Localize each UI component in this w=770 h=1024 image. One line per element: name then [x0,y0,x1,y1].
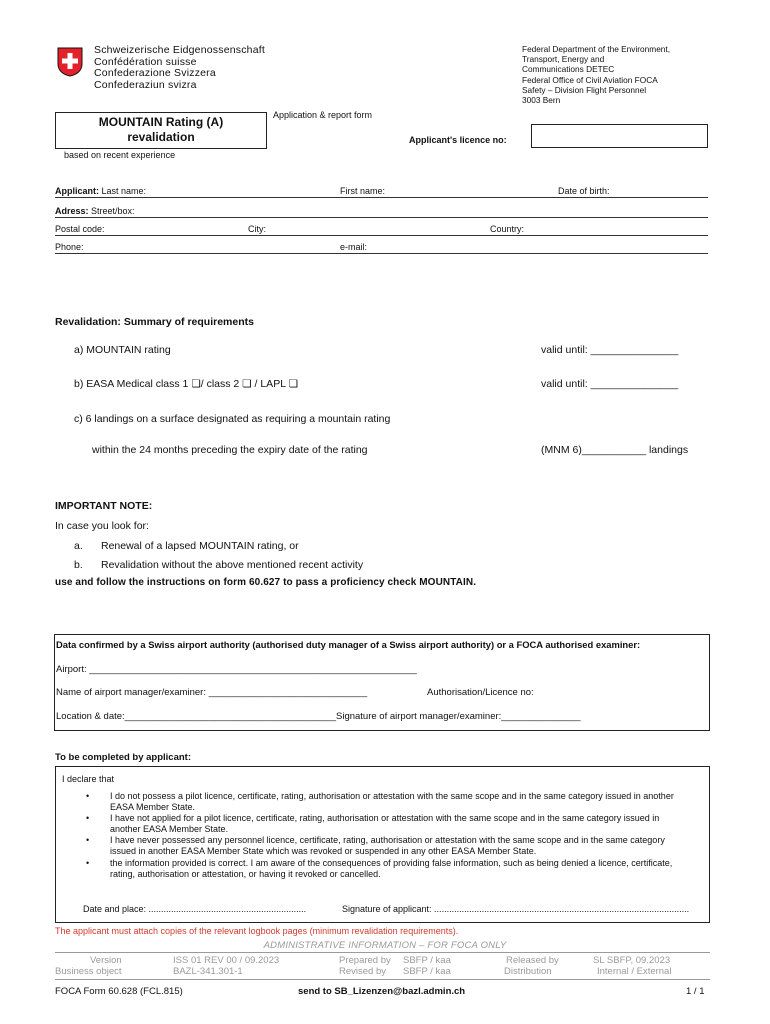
requirement-b-valid-until[interactable]: valid until: _______________ [541,378,679,390]
department-line: Communications DETEC [522,64,615,75]
form-title-box [55,112,267,149]
first-name-label: First name: [340,186,386,196]
authorisation-field[interactable]: Authorisation/Licence no: [427,687,534,698]
checkbox-icon[interactable]: ❏ [288,378,298,390]
confederation-name-rm: Confederaziun svizra [94,78,197,91]
licence-number-label: Applicant's licence no: [409,135,507,145]
note-instruction: use and follow the instructions on form 60.627 to pass a proficiency check MOUNTAIN. [55,577,477,588]
confederation-names [94,45,265,91]
distribution-label: Distribution [504,966,552,977]
summary-title: Revalidation: Summary of requirements [55,316,254,328]
applicant-signature-field[interactable]: Signature of applicant: ...................................................................................................... [342,904,690,914]
bullet-icon: • [86,791,90,801]
form-type: Application & report form [273,110,373,120]
admin-info-heading: ADMINISTRATIVE INFORMATION – FOR FOCA ONLY [263,940,507,951]
released-by-value: SL SBFP, 09.2023 [593,955,671,966]
department-line: 3003 Bern [522,95,561,106]
email-label: e-mail: [340,242,368,252]
requirement-a-valid-until[interactable]: valid until: _______________ [541,344,679,356]
logbook-attach-note: The applicant must attach copies of the relevant logbook pages (minimum revalidation requirements). [55,926,459,936]
licence-number-field[interactable] [531,124,708,148]
requirement-b: b) EASA Medical class 1 ❏/ class 2 ❏ / LAPL ❏ [74,378,298,390]
city-label: City: [248,224,266,234]
requirement-c-detail: within the 24 months preceding the expiry date of the rating [92,444,368,456]
airport-manager-field[interactable]: Name of airport manager/examiner: ______________________________ [56,687,368,698]
checkbox-icon[interactable]: ❏ [242,378,252,390]
note-item: Revalidation without the above mentioned recent activity [101,559,364,571]
note-intro: In case you look for: [55,520,149,532]
department-line: Safety – Division Flight Personnel [522,84,647,95]
confederation-name-it: Confederazione Svizzera [94,67,216,80]
revised-by-label: Revised by [339,966,386,977]
phone-label: Phone: [55,242,84,252]
form-number: FOCA Form 60.628 (FCL.815) [55,986,183,997]
department-line: Federal Office of Civil Aviation FOCA [522,74,658,85]
declaration-intro: I declare that [62,774,115,784]
prepared-by-label: Prepared by [339,955,391,966]
prepared-by-value: SBFP / kaa [403,955,451,966]
based-on-note: based on recent experience [64,150,176,160]
released-by-label: Released by [506,955,559,966]
send-to-email[interactable]: send to SB_Lizenzen@bazl.admin.ch [298,986,466,997]
important-note-title: IMPORTANT NOTE: [55,500,153,512]
bullet-icon: • [86,858,90,868]
business-object-value: BAZL-341.301-1 [173,966,243,977]
authority-confirmation-box [54,634,710,731]
contact-row[interactable] [55,242,708,254]
department-line: Transport, Energy and [522,54,605,65]
postal-code-label: Postal code: [55,224,105,234]
declaration-box: I declare that • I do not possess a pilot licence, certificate, rating, authorisation or attestation with the same scope and in the same category issued in another EASA Member State. • I have not applied for a pilot licence, certificate, rating, authorisation or attestation with the same scope and in the same category issued in another EASA Member State. • I have never possessed any personnel licence, certificate, rating, authorisation or attestation with the same scope and in the same category issued in another EASA Member State which was revoked or suspended in any other EASA Member State. • the information provided is correct. I am aware of the consequences of providing false information, such as being denied a licence, certificate, rating, authorisation or attestation, or having it revoked or cancelled. Date and place: ............................................................... Signature of applicant: ...................................................................................................... [55,766,710,923]
form-title: MOUNTAIN Rating (A) [98,115,224,129]
country-label: Country: [490,224,525,234]
bullet-icon: • [86,813,90,823]
version-label: Version [90,955,122,966]
date-of-birth-label: Date of birth: [558,186,610,196]
distribution-value: Internal / External [597,966,672,977]
department-line: Federal Department of the Environment, [522,44,671,54]
landings-field[interactable]: (MNM 6)___________ landings [541,444,689,456]
form-subtitle: revalidation [127,130,195,144]
revised-by-value: SBFP / kaa [403,966,451,977]
location-signature-field[interactable]: Location & date:________________________________________Signature of airport manager/examiner:_______________ [56,711,581,722]
note-item-marker: b. [74,559,83,571]
version-value: ISS 01 REV 00 / 09.2023 [173,955,280,966]
airport-field[interactable]: Airport: ______________________________________________________________ [56,664,417,675]
date-place-field[interactable]: Date and place: ............................................................... [83,904,307,914]
address-label: Adress: Street/box: [55,206,135,216]
footer-divider [55,979,710,980]
requirement-c: c) 6 landings on a surface designated as requiring a mountain rating [74,413,391,425]
address-row[interactable] [55,206,708,218]
declaration-heading: To be completed by applicant: [55,752,192,763]
checkbox-icon[interactable]: ❏ [191,378,201,390]
business-object-label: Business object [55,966,122,977]
bullet-icon: • [86,835,90,845]
confirmation-heading: Data confirmed by a Swiss airport authority (authorised duty manager of a Swiss airport authority) or a FOCA authorised examiner: [56,639,641,650]
postal-row[interactable] [55,224,708,236]
admin-divider [55,952,710,953]
requirement-a: a) MOUNTAIN rating [74,344,171,356]
page-number: 1 / 1 [686,986,705,997]
confederation-name-fr: Confédération suisse [94,55,197,68]
swiss-coat-of-arms-logo [57,47,83,77]
applicant-label: Applicant: Last name: [55,186,147,196]
applicant-name-row[interactable] [55,186,708,198]
note-item-marker: a. [74,540,83,552]
confederation-name-de: Schweizerische Eidgenossenschaft [94,44,265,56]
department-address [522,44,670,105]
note-item: Renewal of a lapsed MOUNTAIN rating, or [101,540,299,552]
